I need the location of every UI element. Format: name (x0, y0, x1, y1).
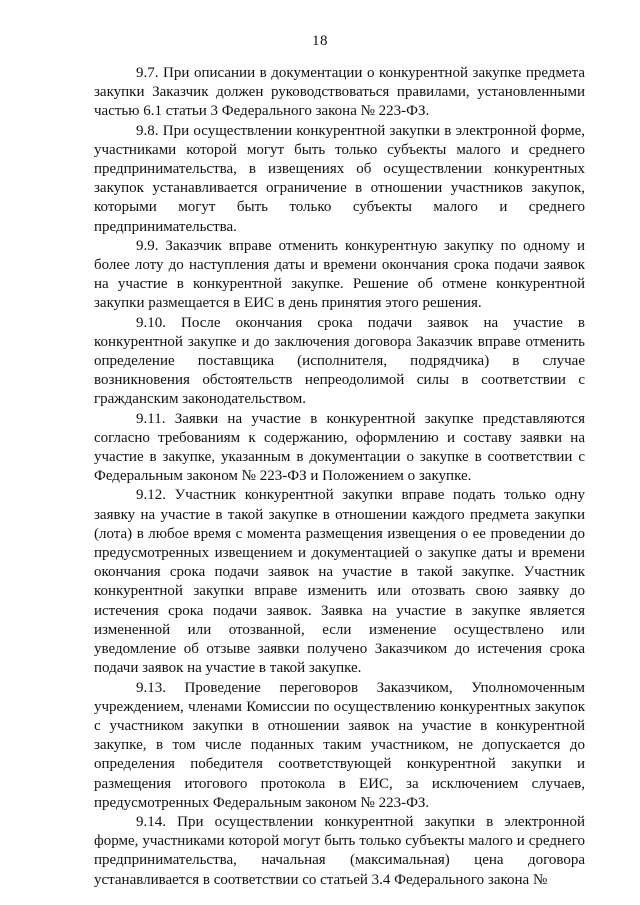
document-body (94, 64, 585, 890)
paragraph-9-13: 9.13. Проведение переговоров Заказчиком, Уполномоченным учреждением, членами Комиссии по осуществлению конкурентных закупок с участником закупки в отношении заявок на участие в конкурентной закупке, в том числе поданных таким участником, не допускается до определения победителя соответствующей конкурентной закупки и размещения итогового протокола в ЕИС, за исключением случаев, предусмотренных Федеральным законом № 223-ФЗ. (94, 679, 585, 811)
page-number: 18 (312, 33, 328, 49)
paragraph-9-9: 9.9. Заказчик вправе отменить конкурентную закупку по одному и более лоту до наступления даты и времени окончания срока подачи заявок на участие в конкурентной закупке. Решение об отмене конкурентной закупки размещается в ЕИС в день принятия этого решения. (94, 237, 585, 312)
paragraph-9-11: 9.11. Заявки на участие в конкурентной закупке представляются согласно требованиям к содержанию, оформлению и составу заявки на участие в закупке, указанным в документации о закупке в соответствии с Федеральным законом № 223-ФЗ и Положением о закупке. (94, 410, 585, 485)
paragraph-9-8: 9.8. При осуществлении конкурентной закупки в электронной форме, участниками которой могут быть только субъекты малого и среднего предпринимательства, в извещениях об осуществлении конкурентных закупок устанавливается ограничение в отношении участников закупок, которыми могут быть только субъекты малого и среднего предпринимательства. (94, 122, 585, 235)
paragraph-9-10: 9.10. После окончания срока подачи заявок на участие в конкурентной закупке и до заключения договора Заказчик вправе отменить определение поставщика (исполнителя, подрядчика) в случае возникновения обстоятельств непреодолимой силы в соответствии с гражданским законодательством. (94, 314, 585, 408)
paragraph-9-7: 9.7. При описании в документации о конкурентной закупке предмета закупки Заказчик должен руководствоваться правилами, установленными частью 6.1 статьи 3 Федерального закона № 223-ФЗ. (94, 65, 585, 120)
paragraph-9-12: 9.12. Участник конкурентной закупки вправе подать только одну заявку на участие в такой закупке в отношении каждого предмета закупки (лота) в любое время с момента размещения извещения о ее проведении до предусмотренных извещением и документацией о закупке даты и времени окончания срока подачи заявок на участие в такой закупке. Участник конкурентной закупки вправе изменить или отозвать свою заявку до истечения срока подачи заявок. Заявка на участие в закупке является измененной или отозванной, если изменение осуществлено или уведомление об отзыве заявки получено Заказчиком до истечения срока подачи заявок на участие в такой закупке. (94, 487, 585, 677)
paragraph-9-14: 9.14. При осуществлении конкурентной закупки в электронной форме, участниками которой могут быть только субъекты малого и среднего предпринимательства, начальная (максимальная) цена договора устанавливается в соответствии со статьей 3.4 Федерального закона № (94, 813, 585, 888)
